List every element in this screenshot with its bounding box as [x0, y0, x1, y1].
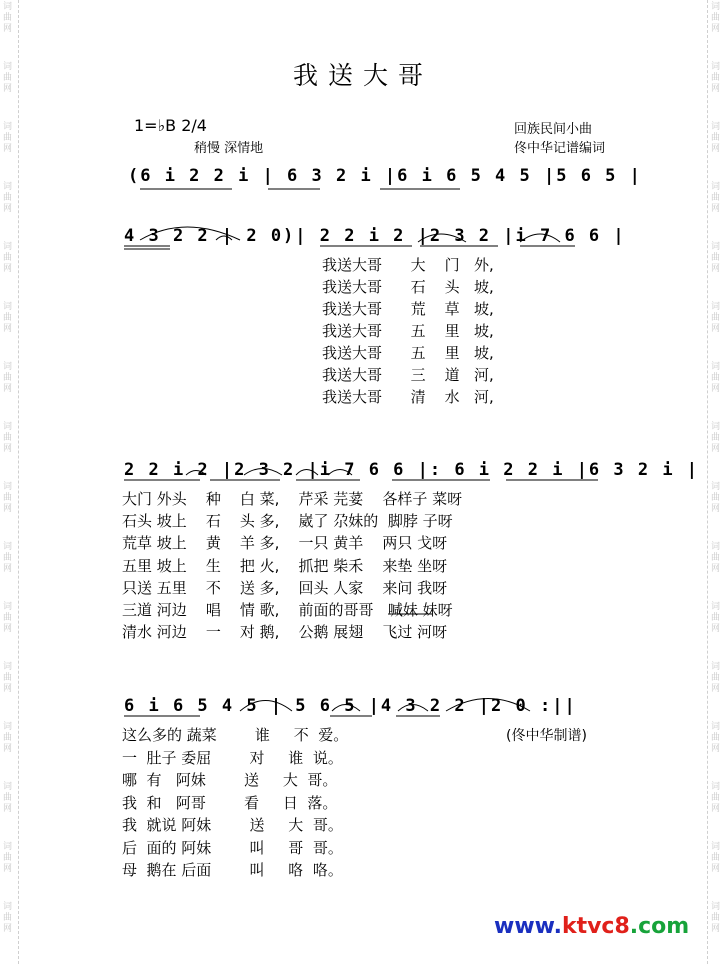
notation-line-2: 4 3 2 2 | 2 0)| 2 2 i 2 |2 3 2 |i 7 6 6 |: [124, 226, 626, 246]
lyric-line: 清水 河边 一 对 鹅, 公鹅 展翅 飞过 河呀: [122, 623, 448, 642]
watermark-glyph: 词 曲 网: [3, 182, 13, 214]
lyric-line: 这么多的 蔬菜 谁 不 爱。: [122, 726, 349, 744]
watermark-glyph: 词 曲 网: [711, 302, 721, 334]
lyric-line: 我 和 阿哥 看 日 落。: [122, 793, 338, 812]
tempo-marking: 稍慢 深情地: [194, 141, 264, 156]
watermark-glyph: 词 曲 网: [3, 902, 13, 934]
lyric-line: 只送 五里 不 送 多, 回头 人家 来问 我呀: [122, 578, 448, 597]
watermark-glyph: 词 曲 网: [3, 2, 13, 34]
watermark-glyph: 词 曲 网: [711, 482, 721, 514]
watermark-glyph: 词 曲 网: [711, 122, 721, 154]
lyric-line: 我送大哥 大 门 外,: [322, 256, 494, 274]
watermark-glyph: 词 曲 网: [3, 842, 13, 874]
watermark-glyph: 词 曲 网: [711, 782, 721, 814]
lyric-line: 我送大哥 五 里 坡,: [322, 344, 494, 362]
watermark-glyph: 词 曲 网: [3, 362, 13, 394]
credit-label: 佟中华记谱编词: [514, 141, 606, 156]
lyric-line: 我送大哥 五 里 坡,: [322, 322, 494, 340]
lyric-line: 大门 外头 种 白 菜, 芹采 芫荽 各样子 菜呀: [122, 490, 463, 508]
genre-label: 回族民间小曲: [514, 122, 593, 137]
watermark-glyph: 词 曲 网: [3, 542, 13, 574]
watermark-glyph: 词 曲 网: [711, 362, 721, 394]
lyric-line: 哪 有 阿妹 送 大 哥。: [122, 771, 338, 789]
notation-line-4: 6 i 6 5 4 5 | 5 6 5 |4 3 2 2 |2 0 :||: [124, 696, 577, 716]
lyric-line: 石头 坡上 石 头 多, 崴了 尕妹的 脚脖 子呀: [122, 512, 453, 531]
watermark-glyph: 词 曲 网: [711, 242, 721, 274]
watermark-glyph: 词 曲 网: [711, 662, 721, 694]
lyric-line: 我送大哥 石 头 坡,: [322, 278, 494, 296]
watermark-glyph: 词 曲 网: [711, 182, 721, 214]
notation-line-1: (6 i 2 2 i | 6 3 2 i |6 i 6 5 4 5 |5 6 5 |: [128, 166, 642, 186]
watermark-glyph: 词 曲 网: [711, 542, 721, 574]
lyric-line: 我送大哥 荒 草 坡,: [322, 300, 494, 318]
watermark-glyph: 词 曲 网: [3, 782, 13, 814]
watermark-glyph: 词 曲 网: [3, 422, 13, 454]
lyric-line: 母 鹅在 后面 叫 咯 咯。: [122, 861, 343, 879]
watermark-glyph: 词 曲 网: [3, 662, 13, 694]
lyric-line: 我 就说 阿妹 送 大 哥。: [122, 816, 343, 834]
lyric-line: 三道 河边 唱 情 歌, 前面的哥哥 喊妹 妹呀: [122, 601, 453, 619]
watermark-glyph: 词 曲 网: [3, 122, 13, 154]
lyric-line: 五里 坡上 生 把 火, 抓把 柴禾 来垫 坐呀: [122, 556, 448, 575]
footer-url-text: .com: [629, 914, 690, 939]
watermark-glyph: 词 曲 网: [3, 62, 13, 94]
watermark-glyph: 词 曲 网: [3, 242, 13, 274]
watermark-glyph: 词 曲 网: [3, 482, 13, 514]
notation-line-3: 2 2 i 2 |2 3 2 |i 7 6 6 |: 6 i 2 2 i |6 3 2 i |: [124, 460, 700, 480]
watermark-glyph: 词 曲 网: [711, 62, 721, 94]
watermark-glyph: 词 曲 网: [3, 602, 13, 634]
watermark-glyph: 词 曲 网: [711, 422, 721, 454]
key-signature: 1=♭B 2/4: [134, 116, 207, 135]
watermark-glyph: 词 曲 网: [711, 902, 721, 934]
watermark-glyph: 词 曲 网: [711, 722, 721, 754]
watermark-glyph: 词 曲 网: [3, 722, 13, 754]
watermark-glyph: 词 曲 网: [711, 842, 721, 874]
watermark-glyph: 词 曲 网: [711, 602, 721, 634]
footer-url[interactable]: www.ktvc8.com: [494, 914, 690, 939]
lyric-line: 一 肚子 委屈 对 谁 说。: [122, 748, 343, 767]
lyric-line: 后 面的 阿妹 叫 哥 哥。: [122, 838, 343, 857]
watermark-glyph: 词 曲 网: [711, 2, 721, 34]
watermark-glyph: 词 曲 网: [3, 302, 13, 334]
lyric-line: 我送大哥 三 道 河,: [322, 366, 494, 384]
lyric-line: 我送大哥 清 水 河,: [322, 388, 494, 406]
lyric-line: 荒草 坡上 黄 羊 多, 一只 黄羊 两只 戈呀: [122, 534, 448, 553]
page-title: 我送大哥: [292, 61, 433, 90]
arranger-note: (佟中华制谱): [506, 728, 587, 744]
